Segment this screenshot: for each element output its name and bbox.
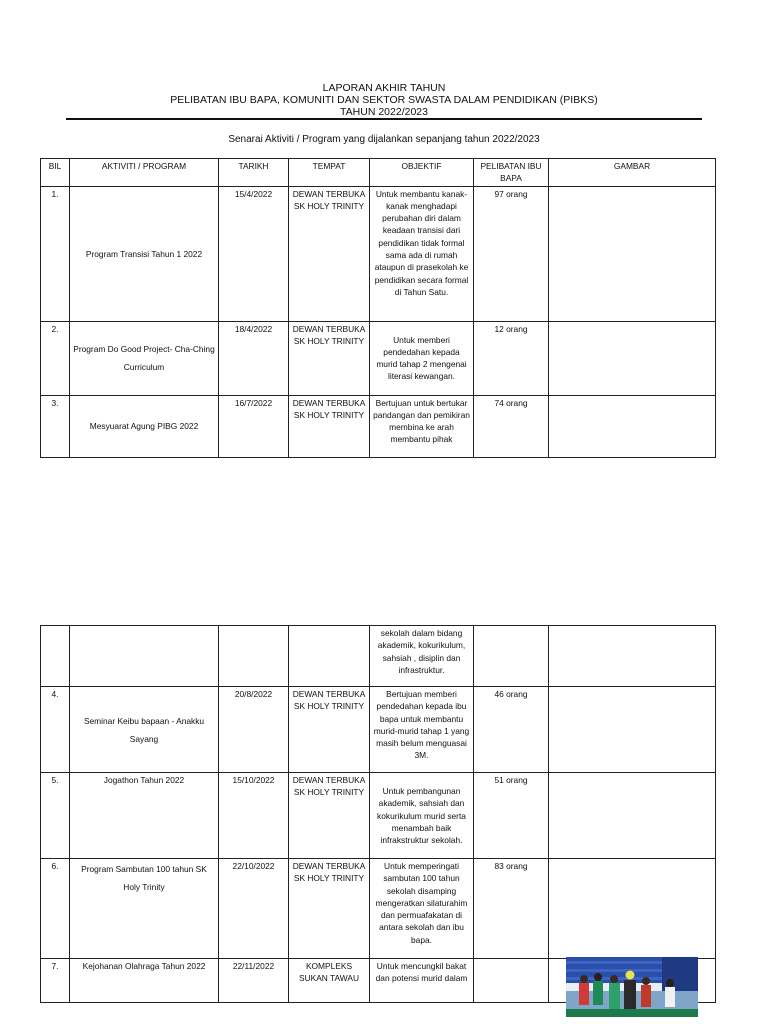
cell-tarikh: 22/11/2022 bbox=[219, 959, 289, 1003]
header-divider bbox=[66, 118, 702, 120]
cell-program bbox=[70, 626, 219, 687]
cell-objektif: Untuk memberi pendedahan kepada murid tahap 2 mengenai literasi kewangan. bbox=[370, 321, 474, 395]
cell-bil: 2. bbox=[41, 321, 70, 395]
cell-gambar bbox=[549, 773, 716, 859]
cell-tarikh bbox=[219, 626, 289, 687]
cell-objektif: Untuk mencungkil bakat dan potensi murid dalam bbox=[370, 959, 474, 1003]
col-header-gambar: GAMBAR bbox=[549, 159, 716, 187]
report-header bbox=[0, 82, 768, 118]
report-title: LAPORAN AKHIR TAHUN bbox=[322, 82, 446, 94]
cell-gambar bbox=[549, 859, 716, 959]
cell-pelibatan bbox=[474, 626, 549, 687]
cell-tarikh: 16/7/2022 bbox=[219, 395, 289, 457]
table-row bbox=[41, 626, 716, 687]
cell-program: Mesyuarat Agung PIBG 2022 bbox=[70, 395, 219, 457]
table-row bbox=[41, 321, 716, 395]
col-header-tempat: TEMPAT bbox=[289, 159, 370, 187]
cell-pelibatan: 12 orang bbox=[474, 321, 549, 395]
cell-bil: 4. bbox=[41, 687, 70, 773]
cell-bil: 7. bbox=[41, 959, 70, 1003]
cell-pelibatan: 83 orang bbox=[474, 859, 549, 959]
col-header-program: AKTIVITI / PROGRAM bbox=[70, 159, 219, 187]
cell-tempat: KOMPLEKS SUKAN TAWAU bbox=[289, 959, 370, 1003]
col-header-bil: BIL bbox=[41, 159, 70, 187]
col-header-objektif: OBJEKTIF bbox=[370, 159, 474, 187]
cell-gambar bbox=[549, 626, 716, 687]
event-photo-image bbox=[566, 957, 698, 1017]
cell-bil: 3. bbox=[41, 395, 70, 457]
table-row bbox=[41, 395, 716, 457]
cell-bil: 6. bbox=[41, 859, 70, 959]
cell-program: Jogathon Tahun 2022 bbox=[70, 773, 219, 859]
cell-objektif: sekolah dalam bidang akademik, kokurikulum, sahsiah , disiplin dan infrastruktur. bbox=[370, 626, 474, 687]
cell-pelibatan: 51 orang bbox=[474, 773, 549, 859]
cell-tarikh: 18/4/2022 bbox=[219, 321, 289, 395]
cell-gambar bbox=[549, 395, 716, 457]
cell-tempat: DEWAN TERBUKA SK HOLY TRINITY bbox=[289, 186, 370, 321]
cell-tempat bbox=[289, 626, 370, 687]
report-heading: PELIBATAN IBU BAPA, KOMUNITI DAN SEKTOR SWASTA DALAM PENDIDIKAN (PIBKS) bbox=[170, 94, 598, 106]
cell-program: Program Sambutan 100 tahun SK Holy Trinity bbox=[70, 859, 219, 959]
cell-tempat: DEWAN TERBUKA SK HOLY TRINITY bbox=[289, 859, 370, 959]
table-row bbox=[41, 773, 716, 859]
cell-objektif: Bertujuan memberi pendedahan kepada ibu bapa untuk membantu murid-murid tahap 1 yang masih belum menguasai 3M. bbox=[370, 687, 474, 773]
cell-tarikh: 15/4/2022 bbox=[219, 186, 289, 321]
col-header-pelibatan: PELIBATAN IBU BAPA bbox=[474, 159, 549, 187]
table-header-row bbox=[41, 159, 716, 187]
cell-tempat: DEWAN TERBUKA SK HOLY TRINITY bbox=[289, 773, 370, 859]
activity-table-page2 bbox=[40, 625, 716, 1003]
table-row bbox=[41, 687, 716, 773]
cell-tempat: DEWAN TERBUKA SK HOLY TRINITY bbox=[289, 395, 370, 457]
event-photo bbox=[566, 957, 698, 1017]
cell-bil bbox=[41, 626, 70, 687]
cell-tarikh: 15/10/2022 bbox=[219, 773, 289, 859]
cell-pelibatan: 97 orang bbox=[474, 186, 549, 321]
cell-tempat: DEWAN TERBUKA SK HOLY TRINITY bbox=[289, 321, 370, 395]
cell-objektif: Untuk membantu kanak-kanak menghadapi perubahan diri dalam keadaan transisi dari pendidikan tidak formal sama ada di rumah ataupun di prasekolah ke pendidikan secara formal di Tahun Satu. bbox=[370, 186, 474, 321]
cell-program: Kejohanan Olahraga Tahun 2022 bbox=[70, 959, 219, 1003]
cell-gambar bbox=[549, 321, 716, 395]
cell-gambar bbox=[549, 186, 716, 321]
cell-pelibatan: 74 orang bbox=[474, 395, 549, 457]
table-row bbox=[41, 859, 716, 959]
cell-program: Seminar Keibu bapaan - Anakku Sayang bbox=[70, 687, 219, 773]
cell-program: Program Do Good Project- Cha-Ching Curriculum bbox=[70, 321, 219, 395]
cell-objektif: Bertujuan untuk bertukar pandangan dan pemikiran membina ke arah membantu pihak bbox=[370, 395, 474, 457]
cell-pelibatan: 46 orang bbox=[474, 687, 549, 773]
cell-gambar bbox=[549, 687, 716, 773]
cell-tarikh: 22/10/2022 bbox=[219, 859, 289, 959]
cell-objektif: Untuk pembangunan akademik, sahsiah dan kokurikulum murid serta menambah baik infrakstruktur sekolah. bbox=[370, 773, 474, 859]
cell-objektif: Untuk memperingati sambutan 100 tahun sekolah disamping mengeratkan silaturahim dan permuafakatan di antara sekolah dan ibu bapa. bbox=[370, 859, 474, 959]
cell-pelibatan bbox=[474, 959, 549, 1003]
table-row bbox=[41, 186, 716, 321]
col-header-tarikh: TARIKH bbox=[219, 159, 289, 187]
activity-table-page1 bbox=[40, 158, 716, 458]
cell-bil: 1. bbox=[41, 186, 70, 321]
table-caption: Senarai Aktiviti / Program yang dijalankan sepanjang tahun 2022/2023 bbox=[228, 134, 540, 145]
cell-tarikh: 20/8/2022 bbox=[219, 687, 289, 773]
cell-bil: 5. bbox=[41, 773, 70, 859]
report-year: TAHUN 2022/2023 bbox=[340, 106, 428, 118]
cell-program: Program Transisi Tahun 1 2022 bbox=[70, 186, 219, 321]
cell-tempat: DEWAN TERBUKA SK HOLY TRINITY bbox=[289, 687, 370, 773]
